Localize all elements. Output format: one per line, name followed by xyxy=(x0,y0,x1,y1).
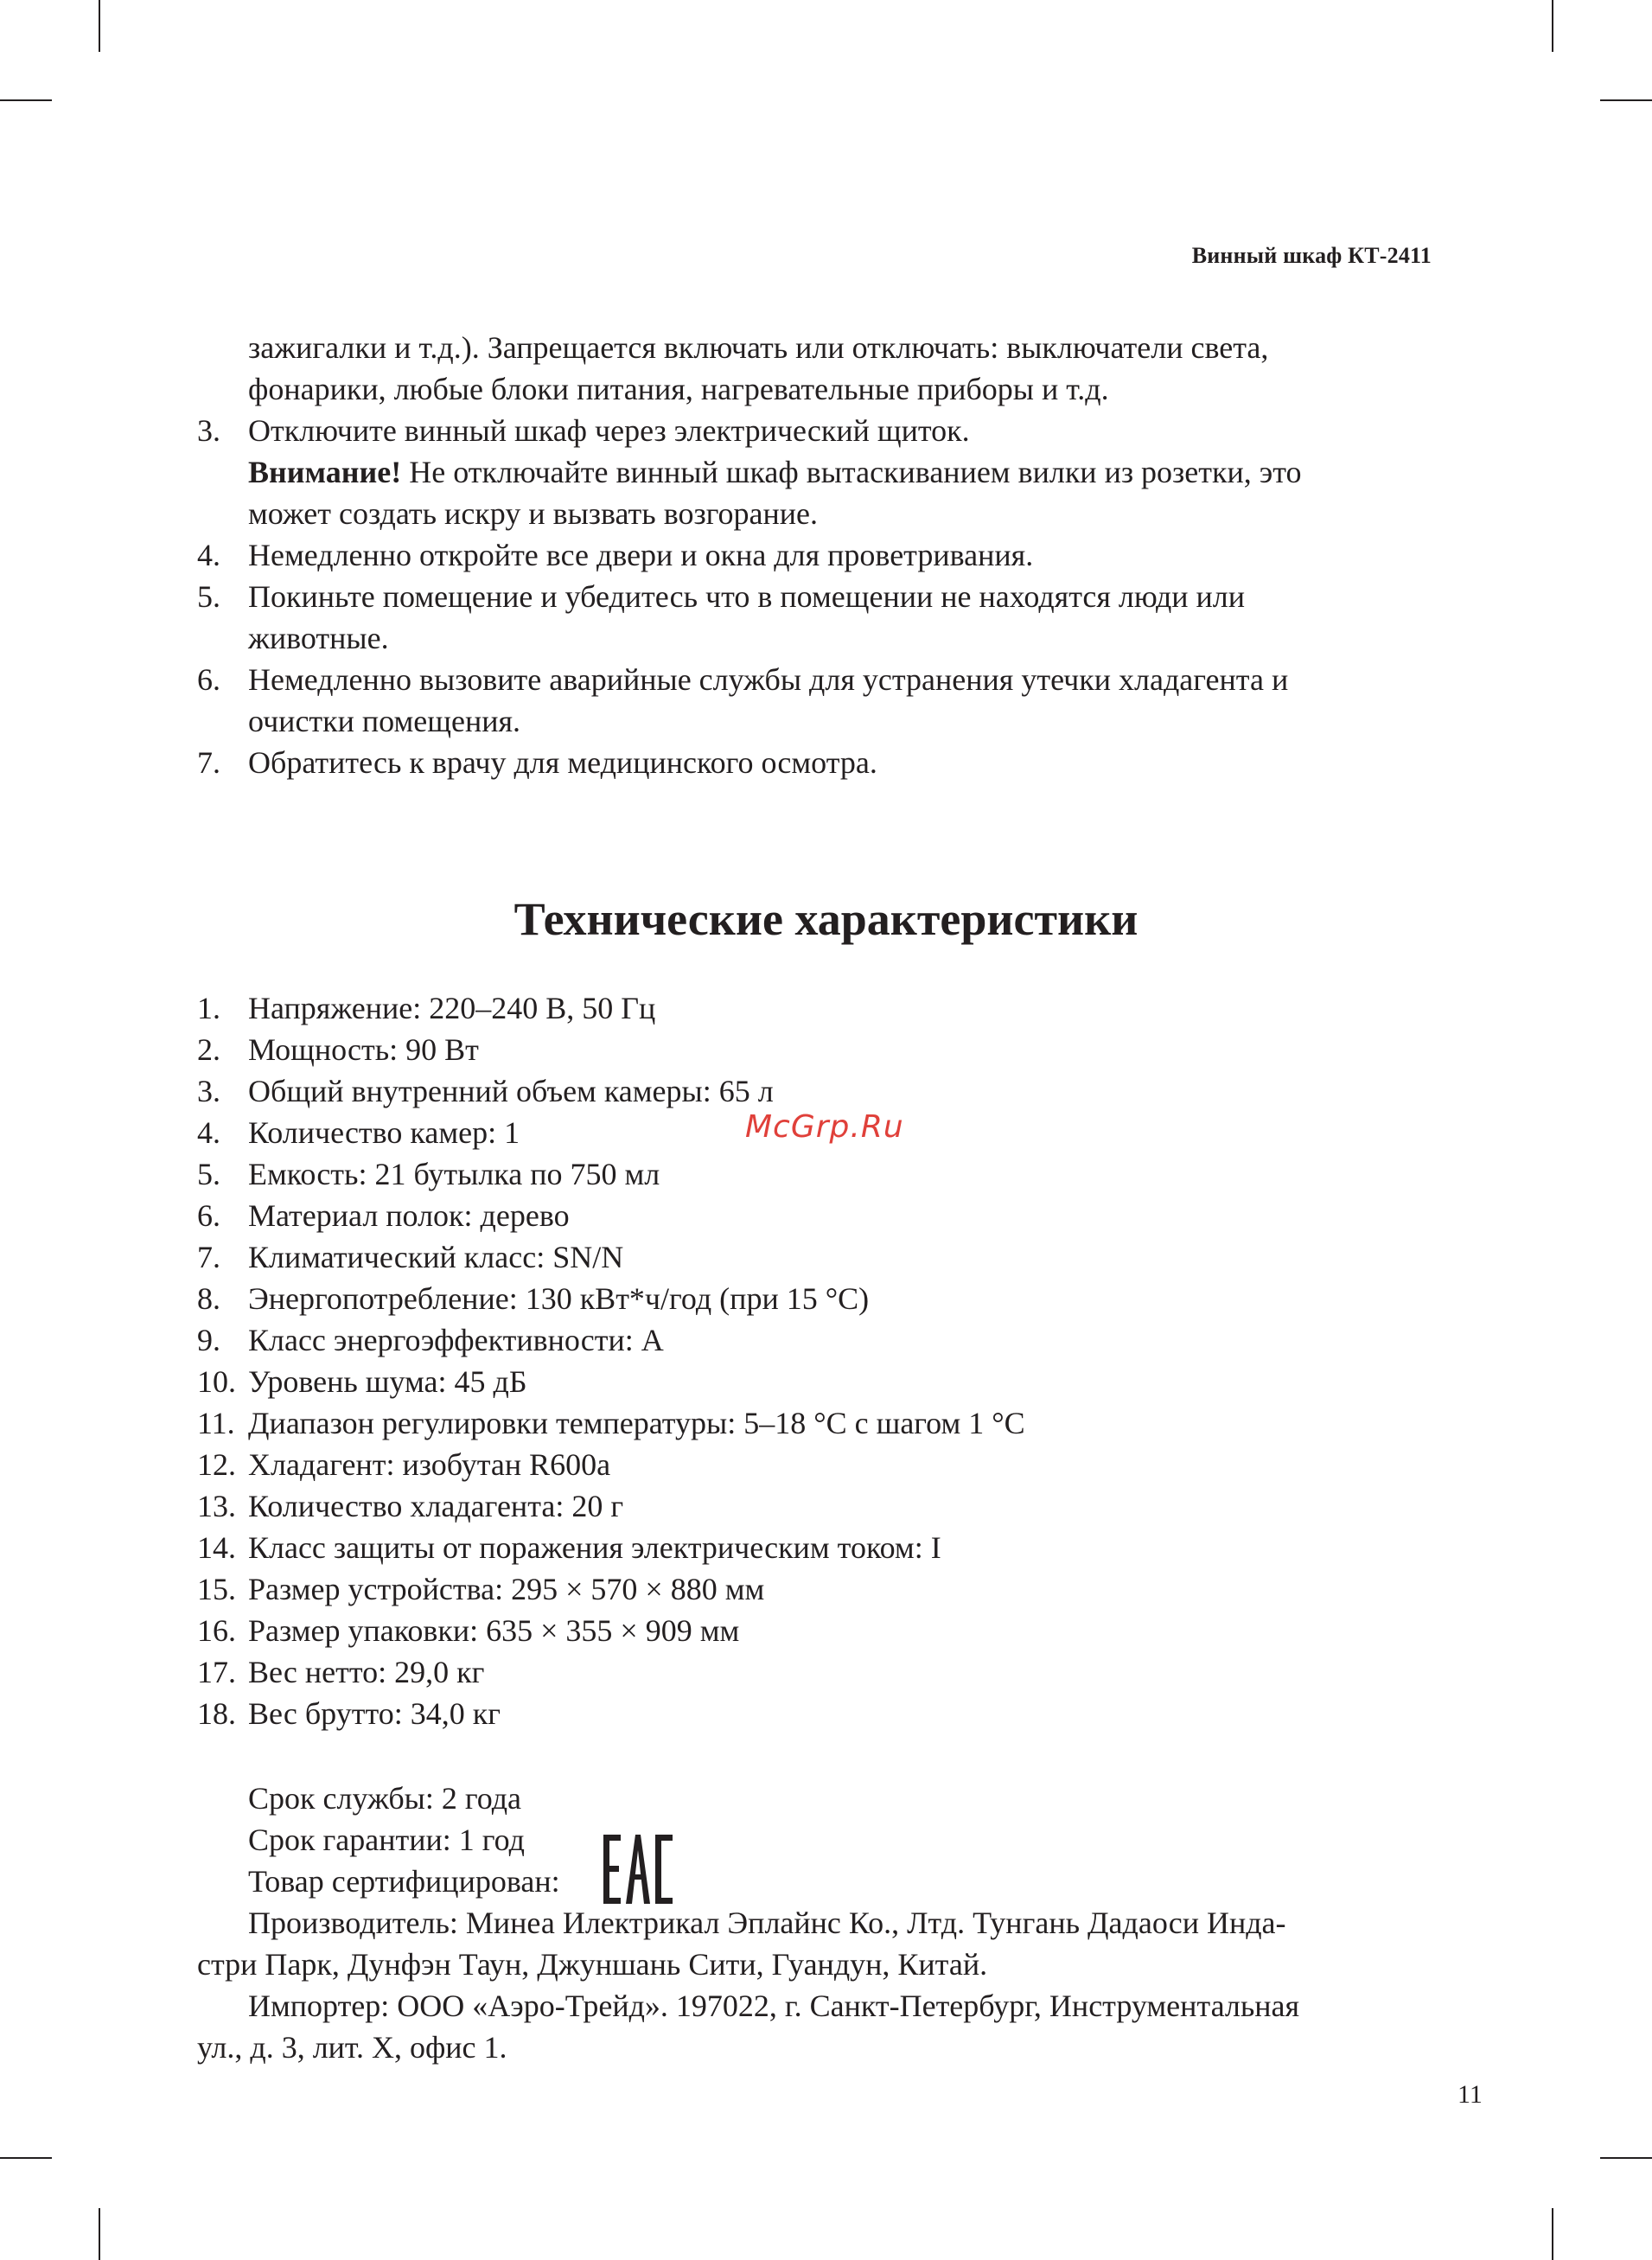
manufacturer: Производитель: Минеа Илектрикал Эплайнс Ко., Лтд. Тунгань Дадаоси Инда- xyxy=(248,1906,1286,1940)
list-item xyxy=(197,410,1442,451)
item-number: 16. xyxy=(197,1613,236,1648)
item-text: Хладагент: изобутан R600a xyxy=(248,1447,611,1482)
spec-item xyxy=(197,1070,1442,1112)
item-text: Класс энергоэффективности: А xyxy=(248,1323,664,1357)
item-number: 17. xyxy=(197,1655,236,1689)
spec-item xyxy=(197,1485,1442,1527)
spec-item xyxy=(197,1568,1442,1610)
item-number: 3. xyxy=(197,413,220,448)
manufacturer-cont: стри Парк, Дунфэн Таун, Джуншань Сити, Гуандун, Китай. xyxy=(197,1947,988,1982)
spec-item xyxy=(197,1319,1442,1361)
item-text: Не отключайте винный шкаф вытаскиванием вилки из розетки, это xyxy=(401,455,1302,489)
page-number: 11 xyxy=(1457,2080,1483,2109)
item-text: Обратитесь к врачу для медицинского осмотра. xyxy=(248,745,877,780)
item-number: 1. xyxy=(197,991,220,1025)
item-number: 13. xyxy=(197,1489,236,1523)
item-text: Количество камер: 1 xyxy=(248,1115,520,1150)
item-text: Общий внутренний объем камеры: 65 л xyxy=(248,1074,774,1108)
item-text: Покиньте помещение и убедитесь что в помещении не находятся люди или xyxy=(248,579,1246,614)
crop-mark xyxy=(1600,2157,1652,2159)
item-text: Диапазон регулировки температуры: 5–18 °С с шагом 1 °С xyxy=(248,1406,1025,1440)
eac-mark-icon xyxy=(602,1835,674,1904)
item-number: 7. xyxy=(197,745,220,780)
item-number: 18. xyxy=(197,1696,236,1731)
warning-note xyxy=(197,451,1442,493)
service-life: Срок службы: 2 года xyxy=(248,1781,522,1816)
list-item xyxy=(197,534,1442,576)
spec-item xyxy=(197,1402,1442,1444)
item-number: 7. xyxy=(197,1240,220,1274)
item-number: 9. xyxy=(197,1323,220,1357)
item-text: Напряжение: 220–240 В, 50 Гц xyxy=(248,991,656,1025)
spec-item xyxy=(197,1444,1442,1485)
item-text: Материал полок: дерево xyxy=(248,1198,570,1233)
warning-label: Внимание! xyxy=(248,455,402,489)
item-number: 6. xyxy=(197,1198,220,1233)
spec-item xyxy=(197,1195,1442,1236)
item-text: может создать искру и вызвать возгорание. xyxy=(248,496,819,531)
spec-item xyxy=(197,1278,1442,1319)
item-text: очистки помещения. xyxy=(248,704,521,738)
item-text: Вес нетто: 29,0 кг xyxy=(248,1655,485,1689)
importer-cont: ул., д. 3, лит. Х, офис 1. xyxy=(197,2030,507,2065)
specs-list xyxy=(197,987,1442,1734)
item-number: 5. xyxy=(197,1157,220,1191)
importer: Импортер: ООО «Аэро-Трейд». 197022, г. Санкт-Петербург, Инструментальная xyxy=(248,1989,1300,2023)
spec-item xyxy=(197,1693,1442,1734)
text-line: фонарики, любые блоки питания, нагревательные приборы и т.д. xyxy=(248,372,1109,406)
spec-item xyxy=(197,1651,1442,1693)
warranty: Срок гарантии: 1 год xyxy=(248,1823,525,1857)
crop-mark xyxy=(1600,99,1652,101)
item-number: 15. xyxy=(197,1572,236,1606)
item-text: Уровень шума: 45 дБ xyxy=(248,1364,527,1399)
warning-note-cont xyxy=(197,493,1442,534)
item-number: 4. xyxy=(197,538,220,572)
item-number: 2. xyxy=(197,1032,220,1067)
crop-mark xyxy=(99,2208,100,2260)
item-number: 14. xyxy=(197,1530,236,1565)
list-item xyxy=(197,659,1442,700)
item-text: Размер устройства: 295 × 570 × 880 мм xyxy=(248,1572,765,1606)
product-info xyxy=(197,1778,1442,2068)
item-text: животные. xyxy=(248,621,389,655)
item-number: 8. xyxy=(197,1281,220,1316)
item-text: Мощность: 90 Вт xyxy=(248,1032,479,1067)
item-text: Количество хладагента: 20 г xyxy=(248,1489,624,1523)
item-text: Энергопотребление: 130 кВт*ч/год (при 15 °С) xyxy=(248,1281,870,1316)
item-number: 4. xyxy=(197,1115,220,1150)
certification xyxy=(197,1861,1442,1902)
spec-item xyxy=(197,1361,1442,1402)
spec-item xyxy=(197,987,1442,1029)
item-text: Немедленно откройте все двери и окна для проветривания. xyxy=(248,538,1034,572)
item-number: 3. xyxy=(197,1074,220,1108)
item-text: Немедленно вызовите аварийные службы для устранения утечки хладагента и xyxy=(248,662,1289,697)
item-text: Емкость: 21 бутылка по 750 мл xyxy=(248,1157,660,1191)
certified-label: Товар сертифицирован: xyxy=(248,1864,560,1899)
spec-item xyxy=(197,1527,1442,1568)
item-text: Класс защиты от поражения электрическим током: I xyxy=(248,1530,941,1565)
safety-steps xyxy=(197,327,1442,783)
spec-item xyxy=(197,1029,1442,1070)
spec-item xyxy=(197,1236,1442,1278)
spec-item xyxy=(197,1610,1442,1651)
crop-mark xyxy=(99,0,100,52)
item-number: 6. xyxy=(197,662,220,697)
text-line: зажигалки и т.д.). Запрещается включать или отключать: выключатели света, xyxy=(248,330,1269,365)
running-header: Винный шкаф КТ-2411 xyxy=(1191,243,1432,268)
section-title: Технические характеристики xyxy=(513,893,1139,945)
list-item xyxy=(197,742,1442,783)
item-text: Размер упаковки: 635 × 355 × 909 мм xyxy=(248,1613,740,1648)
item-number: 12. xyxy=(197,1447,236,1482)
item-number: 11. xyxy=(197,1406,235,1440)
spec-item xyxy=(197,1153,1442,1195)
crop-mark xyxy=(0,2157,52,2159)
crop-mark xyxy=(0,99,52,101)
watermark: McGrp.Ru xyxy=(745,1109,904,1145)
item-number: 10. xyxy=(197,1364,236,1399)
item-text: Вес брутто: 34,0 кг xyxy=(248,1696,501,1731)
crop-mark xyxy=(1552,0,1553,52)
list-item xyxy=(197,576,1442,617)
item-text: Отключите винный шкаф через электрический щиток. xyxy=(248,413,970,448)
item-text: Климатический класс: SN/N xyxy=(248,1240,624,1274)
continuation-text xyxy=(248,327,1442,410)
item-number: 5. xyxy=(197,579,220,614)
crop-mark xyxy=(1552,2208,1553,2260)
